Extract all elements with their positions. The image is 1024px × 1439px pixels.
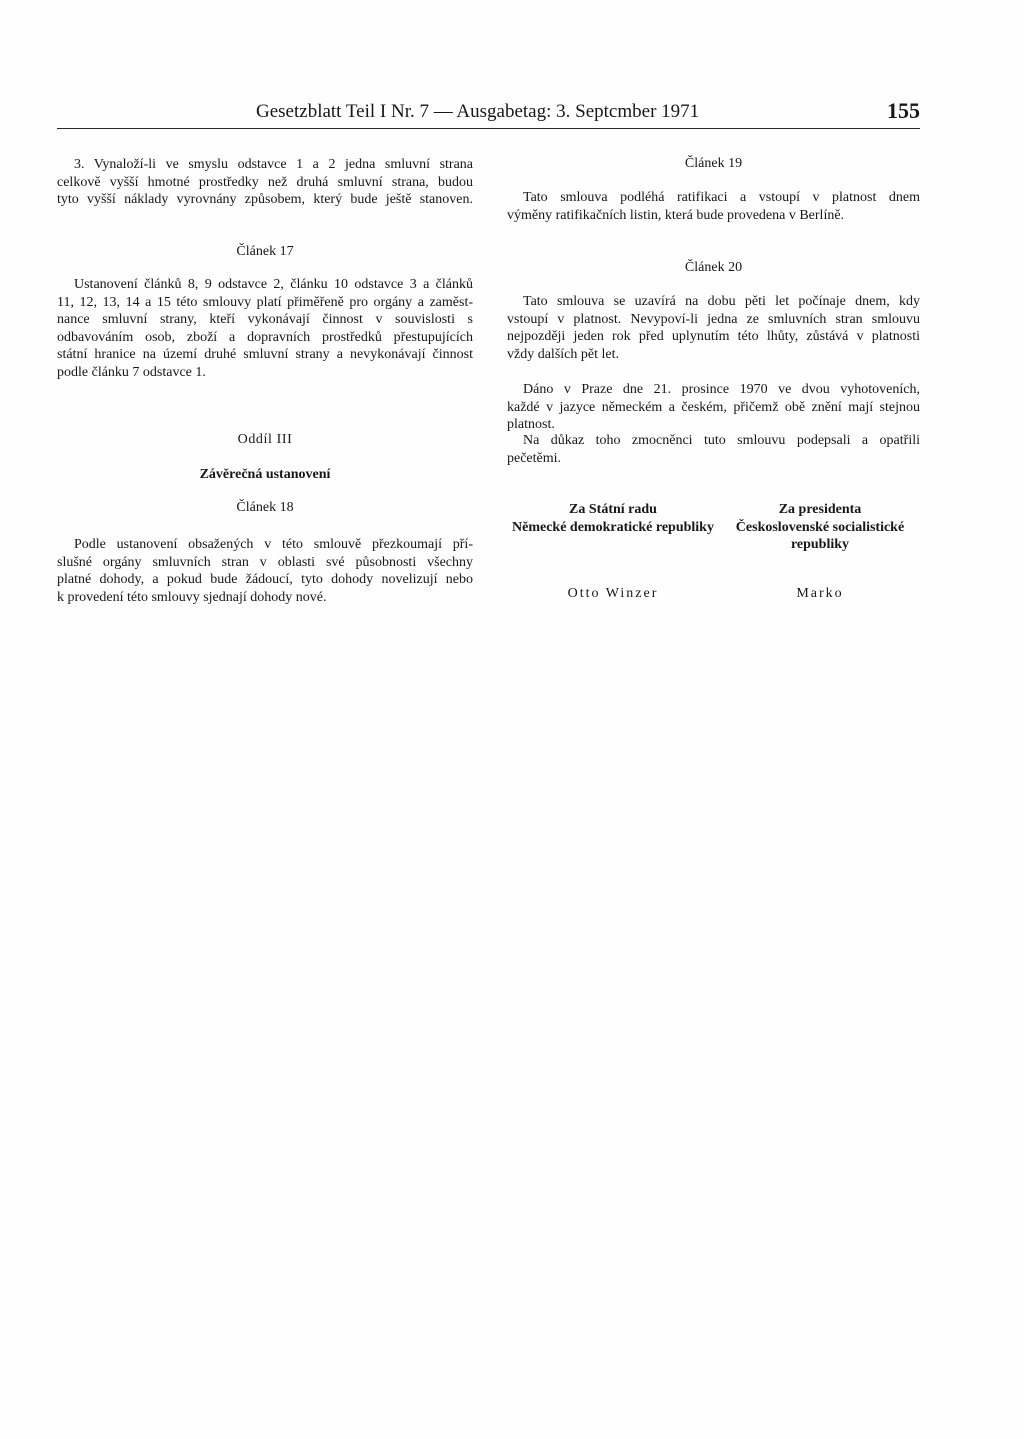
paragraph-line: 11, 12, 13, 14 a 15 této smlouvy platí přiměřeně pro orgány a zaměst- [57, 294, 473, 310]
paragraph-line: odbavováním osob, zboží a dopravních prostředků přestupujících [57, 329, 473, 345]
paragraph-line: k provedení této smlouvy sjednají dohody nové. [57, 589, 327, 605]
signature-block-cssr [720, 501, 920, 554]
article-17-text [57, 276, 473, 381]
paragraph-line: platnost. [507, 417, 555, 432]
article-17-heading: Článek 17 [236, 244, 294, 259]
section-heading: Oddíl III [237, 432, 293, 447]
article-19-heading: Článek 19 [684, 156, 743, 171]
signatory-name-cssr: Marko [796, 586, 844, 601]
signatory-name-gdr: Otto Winzer [567, 586, 659, 601]
paragraph-line: Tato smlouva se uzavírá na dobu pěti let počínaje dnem, kdy [523, 294, 920, 309]
paragraph-line: vždy dalších pět let. [507, 346, 619, 362]
paragraph-line: vstoupí v platnost. Nevypoví-li jedna ze smluvních stran smlouvu [507, 311, 920, 327]
signature-title-line: Za presidenta [778, 502, 862, 517]
paragraph-line: podle článku 7 odstavce 1. [57, 364, 206, 380]
paragraph-line: 3. Vynaloží-li ve smyslu odstavce 1 a 2 jedna smluvní strana [74, 157, 473, 172]
signature-title-line: republiky [790, 537, 850, 552]
paragraph-3 [57, 156, 473, 209]
signature-block-gdr [510, 501, 716, 536]
page-number: 155 [887, 98, 920, 123]
paragraph-line: nance smluvní strany, kteří vykonávají činnost v souvislosti s [57, 312, 473, 327]
paragraph-line: slušné orgány smluvních stran v oblasti své působnosti všechny [57, 554, 473, 570]
paragraph-line: státní hranice na území druhé smluvní strany a nevykonávají činnost [57, 347, 473, 362]
paragraph-line: nejpozději jeden rok před uplynutím této lhůty, zůstává v platnosti [507, 329, 920, 344]
paragraph-line: pečetěmi. [507, 450, 562, 466]
running-title: Gesetzblatt Teil I Nr. 7 — Ausgabetag: 3. Septcmber 1971 [256, 101, 700, 122]
paragraph-line: tyto vyšší náklady vyrovnány způsobem, který bude ještě stanoven. [57, 192, 473, 207]
article-20-text [507, 293, 920, 363]
paragraph-line: Tato smlouva podléhá ratifikaci a vstoupí v platnost dnem [523, 190, 920, 205]
attestation-paragraph [507, 432, 920, 467]
article-18-heading: Článek 18 [236, 500, 294, 515]
signature-title-line: Za Státní radu [569, 502, 657, 517]
article-19-text [507, 189, 920, 224]
article-20-heading: Článek 20 [684, 260, 743, 275]
paragraph-line: každé v jazyce německém a českém, přičemž obě znění mají stejnou [507, 399, 920, 415]
article-18-text [57, 536, 473, 606]
paragraph-line: platné dohody, a pokud bude žádoucí, tyto dohody novelizují nebo [57, 572, 473, 587]
header-rule [57, 128, 920, 129]
paragraph-line: Na důkaz toho zmocněnci tuto smlouvu podepsali a opatřili [523, 433, 920, 448]
signature-title-line: Československé socialistické [735, 519, 905, 535]
paragraph-line: celkově vyšší hmotné prostředky než druhá smluvní strana, budou [57, 174, 473, 190]
closing-paragraph [507, 381, 920, 434]
signature-title-line: Německé demokratické republiky [512, 519, 714, 535]
paragraph-line: Ustanovení článků 8, 9 odstavce 2, článku 10 odstavce 3 a článků [74, 277, 473, 292]
section-subheading: Závěrečná ustanovení [199, 467, 331, 482]
paragraph-line: Dáno v Praze dne 21. prosince 1970 ve dvou vyhotoveních, [523, 382, 920, 397]
paragraph-line: výměny ratifikačních listin, která bude provedena v Berlíně. [507, 207, 845, 223]
paragraph-line: Podle ustanovení obsažených v této smlouvě přezkoumají pří- [74, 537, 473, 552]
